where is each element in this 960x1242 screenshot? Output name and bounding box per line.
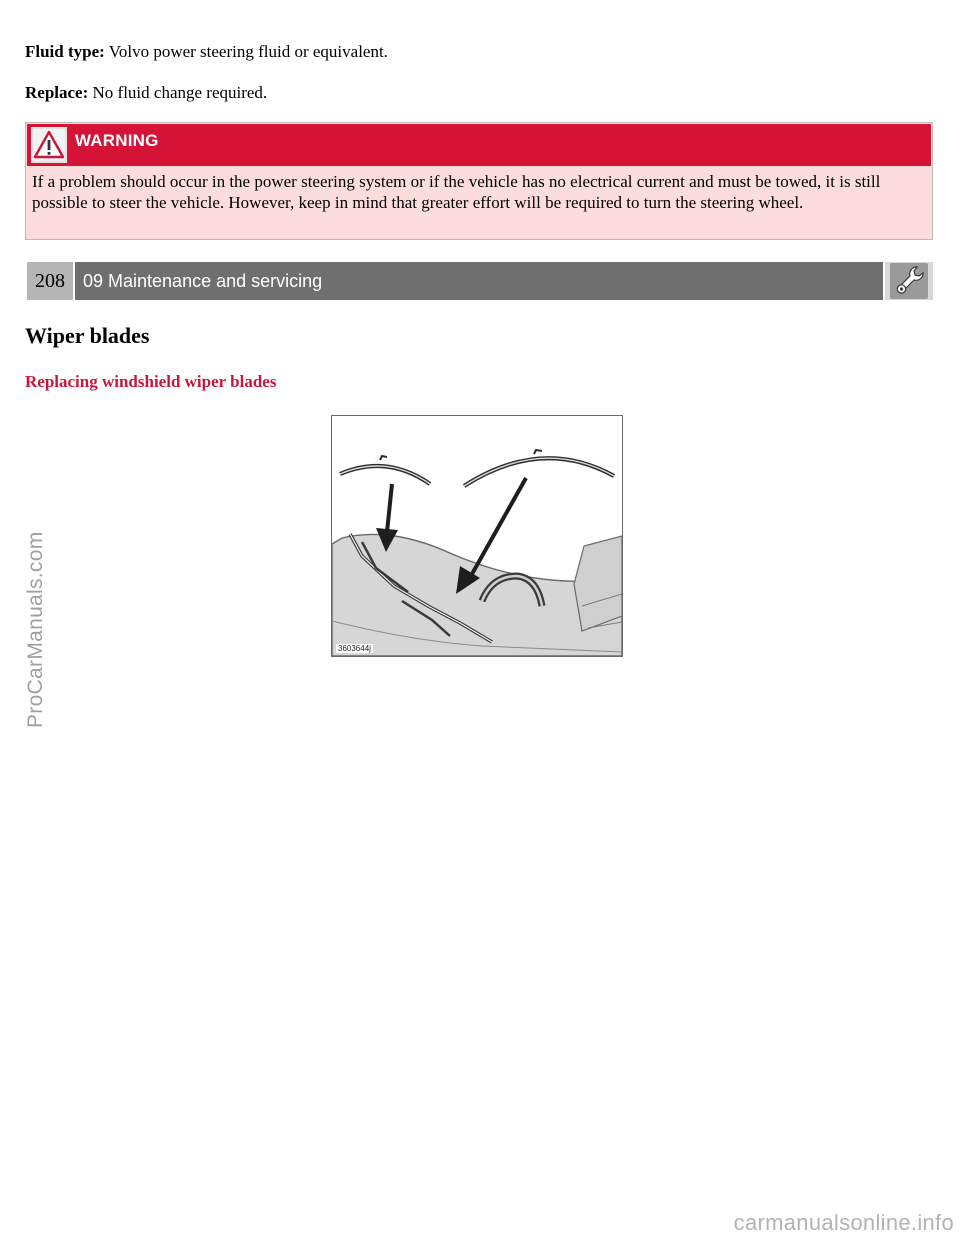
chapter-title-bar [75, 262, 883, 300]
fluid-type-label: Fluid type: [25, 42, 105, 61]
page-number: 208 [27, 262, 73, 300]
chapter-icon-box [885, 262, 933, 300]
bottom-watermark: carmanualsonline.info [733, 1210, 954, 1235]
fluid-type-paragraph [25, 41, 935, 63]
replace-label: Replace: [25, 83, 89, 102]
warning-triangle-icon [31, 127, 67, 163]
warning-box [25, 122, 933, 240]
replace-text: No fluid change required. [88, 83, 268, 102]
chapter-header-bar [27, 262, 933, 300]
subsection-heading: Replacing windshield wiper blades [25, 372, 277, 391]
fluid-type-text: Volvo power steering fluid or equivalent. [104, 42, 388, 61]
warning-header [27, 124, 931, 166]
wiper-blade-figure [331, 415, 623, 657]
wiper-illustration [332, 416, 622, 656]
figure-code: 3603644j [338, 644, 371, 653]
chapter-title: 09 Maintenance and servicing [83, 271, 323, 291]
warning-title: WARNING [75, 131, 159, 150]
replace-paragraph [25, 82, 935, 104]
wrench-icon [890, 263, 928, 299]
side-watermark: ProCarManuals.com [24, 531, 47, 728]
warning-text: If a problem should occur in the power steering system or if the vehicle has no electrical current and must be towed, it is still possible to steer the vehicle. However, keep in mind that greater effort will be required to turn the steering wheel. [32, 172, 881, 212]
section-heading: Wiper blades [25, 323, 150, 348]
